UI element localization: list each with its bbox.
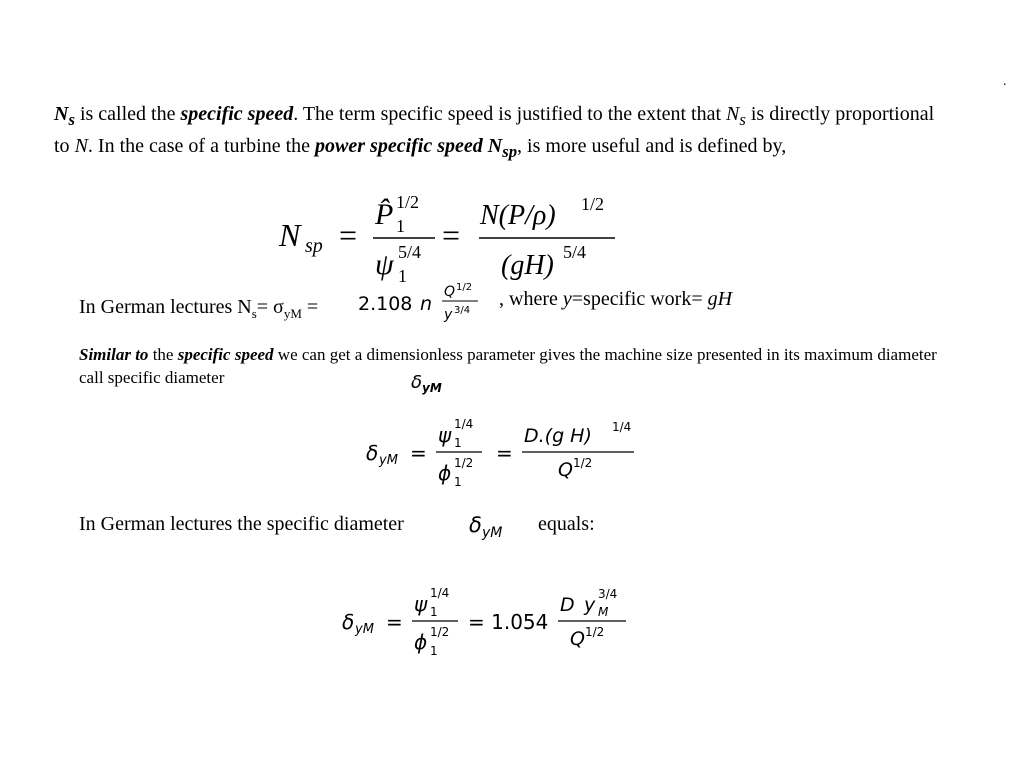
delta1-den: ϕ (438, 461, 452, 485)
nsp-equals: = (339, 217, 358, 253)
delta2-sym: δ (342, 610, 355, 634)
gh-variable: gH (707, 288, 733, 310)
delta2-rden-exp: 1/2 (585, 625, 605, 639)
where-text: , where (499, 288, 563, 310)
delta1-num-sub: 1 (454, 436, 462, 450)
where-note (499, 288, 732, 311)
intro-paragraph (54, 101, 954, 165)
sigma-formula (358, 279, 488, 334)
nsp-num1-exp: 1/2 (396, 192, 420, 212)
specific-speed-term: specific speed (180, 103, 294, 125)
ns-symbol: N (54, 103, 69, 125)
delta2-rnum-d: D (560, 594, 575, 616)
delta1-rnum-exp: 1/4 (612, 420, 632, 434)
delta2-rnum-sub: M (598, 605, 609, 619)
nsp-num2-exp: 1/2 (581, 194, 605, 214)
german-speed-sub-ym: yM (283, 306, 302, 321)
intro-text-3: is directly proportional to (54, 103, 935, 157)
ns-sub: s (68, 110, 75, 129)
nsp-den2-exp: 5/4 (563, 242, 587, 262)
delta1-sub: yM (379, 453, 398, 468)
delta-inline-sub-1: yM (422, 381, 442, 395)
delta1-sym: δ (366, 441, 379, 465)
delta1-num: ψ (438, 423, 452, 447)
intro-text-1: is called the (74, 103, 181, 125)
sigma-num: Q (444, 284, 456, 300)
nsp-equals-2: = (442, 217, 461, 253)
equals-label: equals: (538, 513, 595, 535)
sigma-num-exp: 1/2 (456, 282, 473, 293)
nsp-lhs: N (279, 217, 301, 253)
ns-symbol-2: N (726, 103, 740, 125)
delta-formula-1 (364, 414, 644, 499)
nsp-num1: P̂ (375, 198, 394, 231)
delta-formula-2 (340, 583, 640, 668)
similar-to-term: Similar to (79, 345, 149, 364)
n-symbol: N (74, 135, 88, 157)
german-speed-line (79, 296, 318, 322)
intro-text-4: . In the case of a turbine the (87, 135, 316, 157)
delta2-num: ψ (414, 592, 428, 616)
delta2-eq2: = 1.054 (468, 610, 549, 634)
german-speed-eq2: = (301, 296, 319, 318)
delta2-den-sub: 1 (430, 644, 438, 658)
sigma-coef: 2.108 (358, 293, 413, 315)
delta2-eq: = (386, 610, 403, 634)
nsp-den1: ψ (375, 248, 394, 281)
power-specific-speed-term: power specific speed N (315, 135, 503, 157)
delta2-sub: yM (355, 622, 374, 637)
delta2-den: ϕ (414, 630, 428, 654)
where-text-2: =specific work= (571, 288, 708, 310)
delta-inline-sub-2: yM (482, 525, 503, 541)
delta2-rden: Q (570, 628, 585, 650)
nsp-num1-sub: 1 (396, 216, 405, 236)
delta1-den-exp: 1/2 (454, 456, 474, 470)
nsp-den2: (gH) (501, 250, 554, 281)
sigma-n: n (420, 293, 433, 315)
nsp-formula (275, 188, 635, 293)
delta1-eq2: = (496, 441, 513, 465)
nsp-den1-sub: 1 (398, 266, 407, 286)
german-speed-prefix: In German lectures N (79, 296, 252, 318)
delta2-rnum-exp: 3/4 (598, 587, 618, 601)
sigma-den-exp: 3/4 (454, 305, 471, 316)
german-speed-sub-s: s (251, 306, 257, 321)
delta1-num-exp: 1/4 (454, 417, 474, 431)
delta-inline-symbol-1 (410, 371, 450, 402)
delta1-rden: Q (558, 459, 573, 481)
delta-inline-sym-2: δ (469, 513, 482, 537)
diameter-paragraph (79, 343, 959, 389)
diameter-text-rest: we can get a dimensionless parameter gives the machine size presented in its maximum diameter call specific diameter (79, 345, 937, 387)
nsp-lhs-sub: sp (305, 235, 323, 257)
delta-inline-sym-1: δ (411, 372, 423, 393)
diameter-text-the: the (148, 345, 178, 364)
delta2-num-sub: 1 (430, 605, 438, 619)
nsp-den1-exp: 5/4 (398, 242, 422, 262)
delta-inline-symbol-2 (468, 512, 516, 549)
delta2-num-exp: 1/4 (430, 586, 450, 600)
delta2-rnum-y: y (584, 594, 596, 616)
german-diameter-line: In German lectures the specific diameter (79, 513, 404, 535)
specific-speed-term-2: specific speed (177, 345, 274, 364)
delta1-rnum: D.(g H) (524, 425, 592, 447)
delta1-eq: = (410, 441, 427, 465)
power-specific-speed-sub: sp (502, 142, 518, 161)
delta2-den-exp: 1/2 (430, 625, 450, 639)
delta1-rden-exp: 1/2 (573, 456, 593, 470)
ns-sub-2: s (739, 110, 746, 129)
german-speed-eq: = σ (256, 296, 284, 318)
corner-mark: . (1003, 74, 1007, 89)
nsp-num2: N(P/ρ) (480, 200, 556, 231)
sigma-den: y (444, 307, 453, 323)
delta1-den-sub: 1 (454, 475, 462, 489)
intro-text-5: , is more useful and is defined by, (517, 135, 787, 157)
y-variable: y (562, 288, 572, 310)
intro-text-2: . The term specific speed is justified to the extent that (293, 103, 727, 125)
